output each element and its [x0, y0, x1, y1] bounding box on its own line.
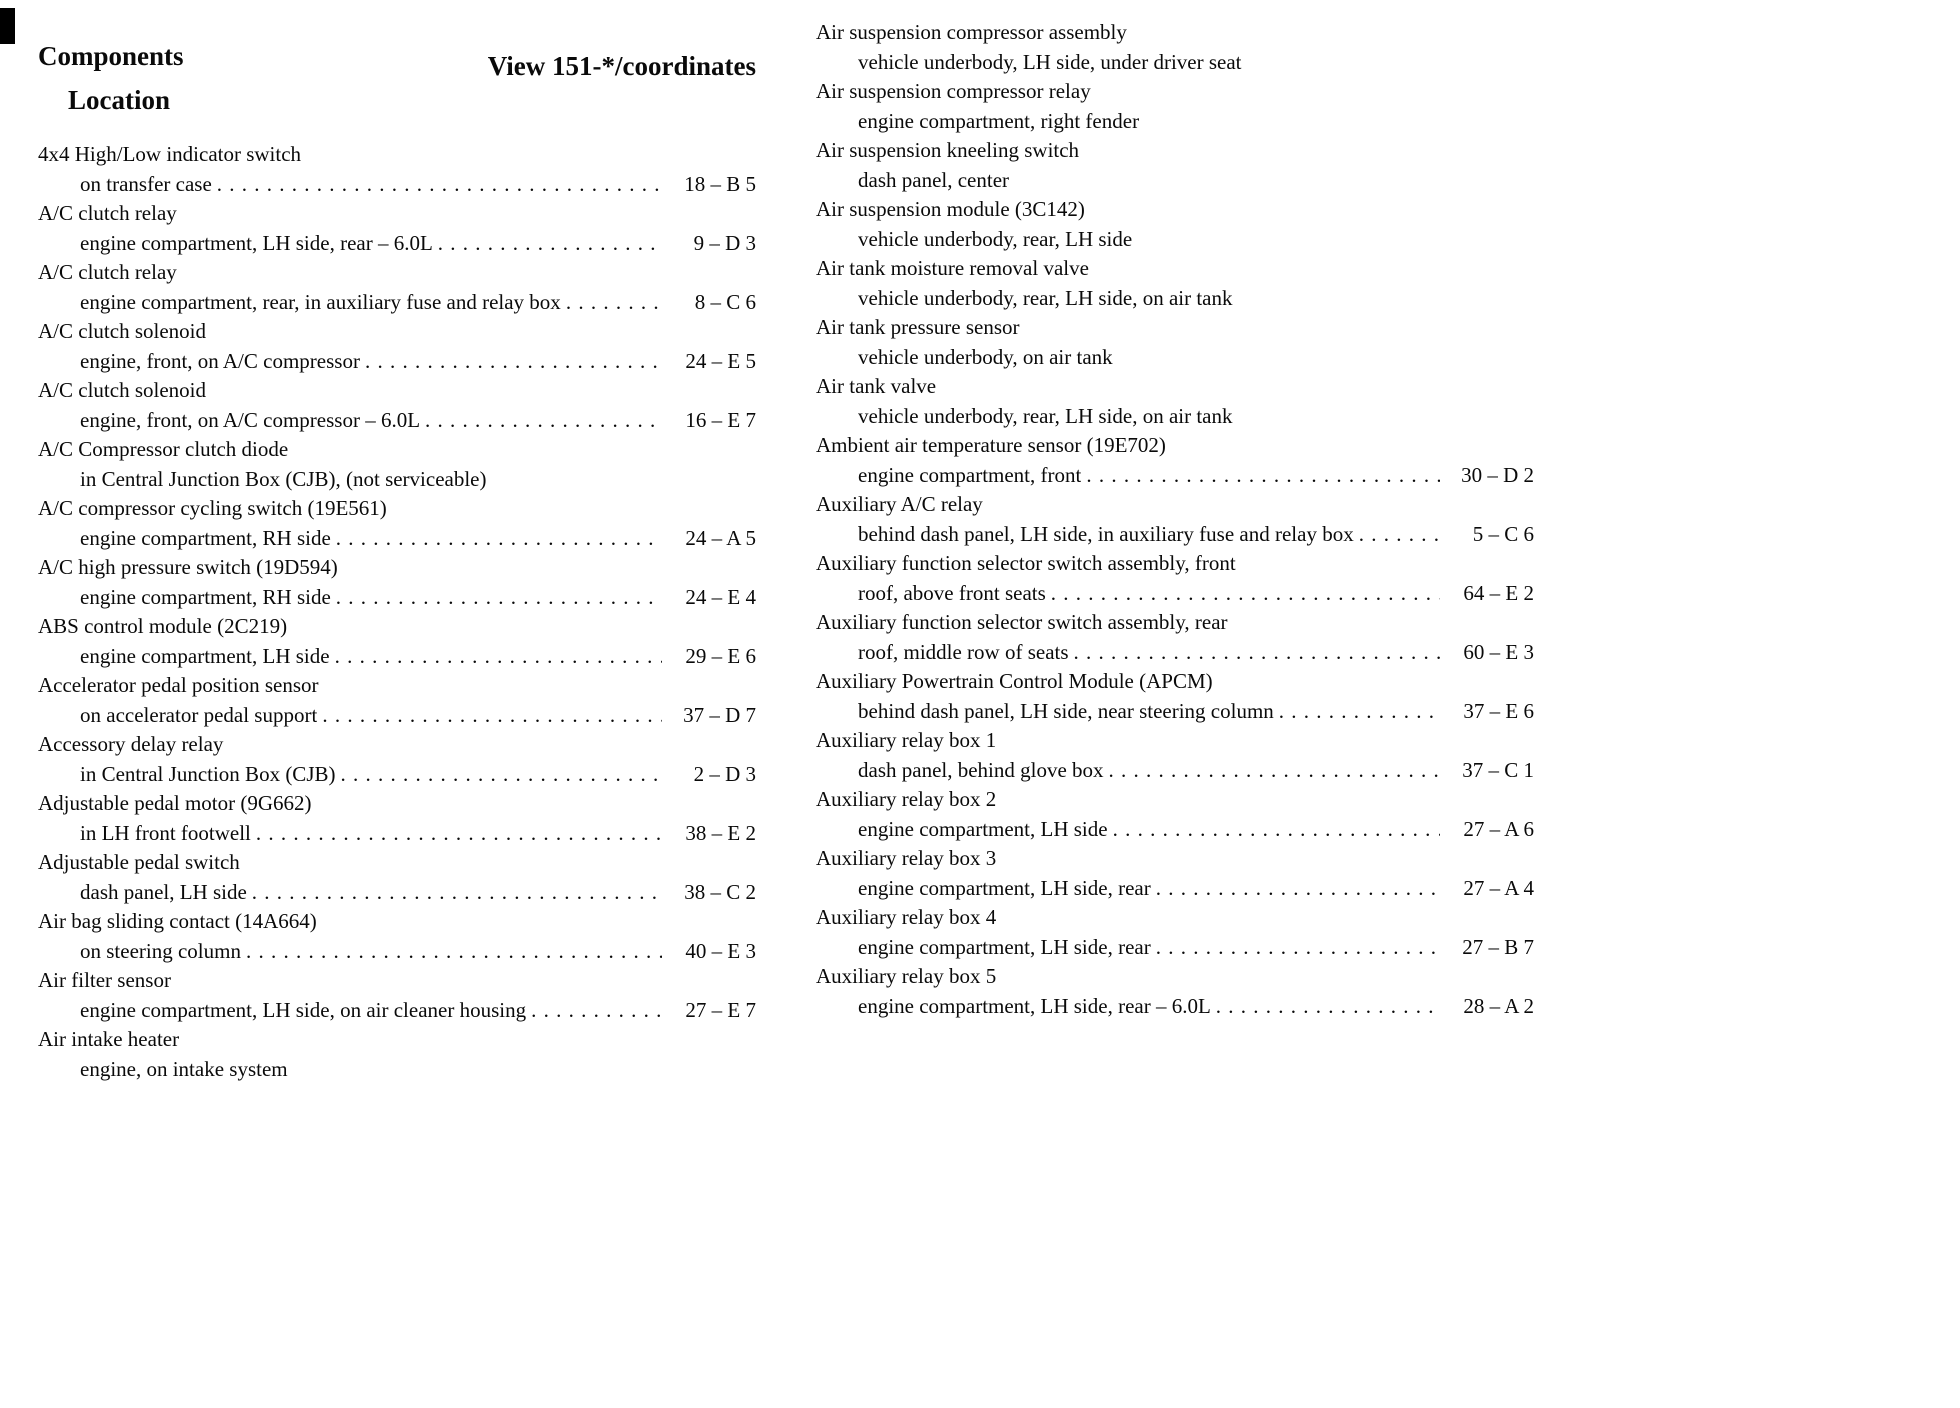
dot-leader [336, 760, 663, 790]
view-coordinates-heading: View 151-*/coordinates [487, 51, 756, 81]
coordinate-value: 37 – C 1 [1462, 757, 1534, 782]
page-header [38, 40, 756, 116]
component-location-row [816, 874, 1534, 904]
component-name: A/C Compressor clutch diode [38, 437, 289, 461]
component-name: Auxiliary relay box 3 [816, 846, 997, 870]
component-location: engine compartment, right fender [858, 108, 1140, 133]
coordinate-value: 27 – A 6 [1463, 816, 1534, 841]
component-entry [38, 258, 756, 317]
two-column-layout [38, 18, 1930, 1084]
dot-leader [420, 406, 662, 436]
component-name: Accelerator pedal position sensor [38, 673, 319, 697]
component-location: in Central Junction Box (CJB), (not serviceable) [80, 466, 487, 491]
component-location-row [816, 284, 1534, 314]
component-name: Auxiliary relay box 4 [816, 905, 997, 929]
dot-leader [1211, 992, 1440, 1022]
component-location: engine compartment, LH side, rear [858, 934, 1151, 959]
component-location: behind dash panel, LH side, near steering column [858, 698, 1274, 723]
component-location-row [816, 638, 1534, 668]
component-name: A/C clutch relay [38, 201, 177, 225]
component-location-row [816, 697, 1534, 727]
component-location: vehicle underbody, rear, LH side, on air tank [858, 403, 1233, 428]
component-location-row [38, 229, 756, 259]
component-name: Air filter sensor [38, 968, 171, 992]
dot-leader [1108, 815, 1440, 845]
coordinate-value: 30 – D 2 [1461, 462, 1534, 487]
component-location-row [38, 347, 756, 377]
component-location-row [816, 815, 1534, 845]
component-name: Air suspension compressor assembly [816, 20, 1127, 44]
component-location: vehicle underbody, rear, LH side [858, 226, 1133, 251]
component-entry [816, 903, 1534, 962]
component-entry [38, 907, 756, 966]
component-location-row [38, 583, 756, 613]
component-location-row [38, 819, 756, 849]
coordinate-value: 9 – D 3 [693, 230, 756, 255]
component-entry [816, 549, 1534, 608]
component-location: behind dash panel, LH side, in auxiliary fuse and relay box [858, 521, 1354, 546]
component-name: Air suspension compressor relay [816, 79, 1091, 103]
component-name: Air suspension module (3C142) [816, 197, 1085, 221]
coordinate-value: 2 – D 3 [693, 761, 756, 786]
component-entry [816, 431, 1534, 490]
component-name: A/C clutch solenoid [38, 319, 206, 343]
component-entry [38, 553, 756, 612]
component-location-row [38, 1055, 756, 1085]
coordinate-value: 16 – E 7 [685, 407, 756, 432]
component-location: engine compartment, LH side, on air cleaner housing [80, 997, 527, 1022]
component-entry [38, 1025, 756, 1084]
component-location-row [816, 48, 1534, 78]
component-location: in LH front footwell [80, 820, 251, 845]
component-location-row [816, 933, 1534, 963]
coordinate-value: 27 – E 7 [685, 997, 756, 1022]
dot-leader [331, 583, 662, 613]
dot-leader [1151, 933, 1440, 963]
component-entry [816, 785, 1534, 844]
component-location-row [816, 402, 1534, 432]
component-name: Adjustable pedal motor (9G662) [38, 791, 312, 815]
dot-leader [526, 996, 662, 1026]
component-entry [38, 317, 756, 376]
component-location: engine, front, on A/C compressor – 6.0L [80, 407, 421, 432]
component-location: engine compartment, front [858, 462, 1082, 487]
component-location: dash panel, LH side [80, 879, 247, 904]
dot-leader [1069, 638, 1440, 668]
coordinate-value: 27 – A 4 [1463, 875, 1534, 900]
component-name: Air suspension kneeling switch [816, 138, 1080, 162]
left-column-entries [38, 140, 756, 1084]
component-name: Air intake heater [38, 1027, 180, 1051]
dot-leader [1046, 579, 1440, 609]
component-location: roof, above front seats [858, 580, 1046, 605]
coordinate-value: 24 – E 5 [685, 348, 756, 373]
location-heading: Location [68, 85, 171, 115]
coordinate-value: 37 – D 7 [683, 702, 756, 727]
component-name: A/C clutch relay [38, 260, 177, 284]
component-entry [816, 844, 1534, 903]
dot-leader [1104, 756, 1440, 786]
dot-leader [330, 642, 662, 672]
component-location-row [38, 465, 756, 495]
component-location: roof, middle row of seats [858, 639, 1069, 664]
scan-artifact-mark [0, 8, 15, 44]
component-location-row [38, 170, 756, 200]
dot-leader [331, 524, 662, 554]
component-entry [38, 730, 756, 789]
component-location-row [38, 288, 756, 318]
component-entry [38, 671, 756, 730]
component-entry [38, 789, 756, 848]
component-name: A/C compressor cycling switch (19E561) [38, 496, 387, 520]
dot-leader [1274, 697, 1440, 727]
dot-leader [1081, 461, 1440, 491]
component-entry [816, 490, 1534, 549]
component-location: vehicle underbody, LH side, under driver seat [858, 49, 1242, 74]
component-location: engine compartment, LH side, rear – 6.0L [858, 993, 1211, 1018]
component-location: on steering column [80, 938, 241, 963]
component-location-row [38, 701, 756, 731]
component-name: Auxiliary relay box 1 [816, 728, 997, 752]
component-name: 4x4 High/Low indicator switch [38, 142, 302, 166]
left-column [38, 18, 756, 1084]
component-name: Auxiliary function selector switch assembly, front [816, 551, 1236, 575]
component-location-row [816, 107, 1534, 137]
coordinate-value: 24 – E 4 [685, 584, 756, 609]
component-location: engine compartment, RH side [80, 525, 331, 550]
component-location-row [816, 343, 1534, 373]
component-location: on accelerator pedal support [80, 702, 318, 727]
coordinate-value: 29 – E 6 [685, 643, 756, 668]
component-location-row [816, 461, 1534, 491]
dot-leader [1151, 874, 1440, 904]
component-location-row [38, 937, 756, 967]
component-location: engine, front, on A/C compressor [80, 348, 360, 373]
component-entry [816, 726, 1534, 785]
component-location: on transfer case [80, 171, 212, 196]
right-column-entries [816, 18, 1534, 1021]
dot-leader [1354, 520, 1440, 550]
component-entry [38, 966, 756, 1025]
component-entry [816, 18, 1534, 77]
coordinate-value: 24 – A 5 [685, 525, 756, 550]
coordinate-value: 38 – E 2 [685, 820, 756, 845]
component-location-row [38, 524, 756, 554]
components-location-heading [38, 40, 184, 116]
coordinate-value: 64 – E 2 [1463, 580, 1534, 605]
component-location: vehicle underbody, on air tank [858, 344, 1113, 369]
component-name: ABS control module (2C219) [38, 614, 288, 638]
coordinate-value: 60 – E 3 [1463, 639, 1534, 664]
component-name: Auxiliary Powertrain Control Module (APCM) [816, 669, 1213, 693]
component-entry [38, 376, 756, 435]
component-location-row [816, 992, 1534, 1022]
coordinate-value: 28 – A 2 [1463, 993, 1534, 1018]
coordinate-value: 5 – C 6 [1472, 521, 1534, 546]
component-location-row [38, 642, 756, 672]
component-name: A/C clutch solenoid [38, 378, 206, 402]
component-entry [38, 199, 756, 258]
component-entry [816, 77, 1534, 136]
component-entry [816, 667, 1534, 726]
component-entry [38, 494, 756, 553]
component-location: engine compartment, LH side [80, 643, 330, 668]
component-entry [816, 195, 1534, 254]
component-entry [816, 313, 1534, 372]
component-name: Accessory delay relay [38, 732, 224, 756]
component-entry [38, 140, 756, 199]
component-location-row [816, 225, 1534, 255]
component-location: engine compartment, RH side [80, 584, 331, 609]
component-location: engine compartment, LH side, rear – 6.0L [80, 230, 433, 255]
dot-leader [433, 229, 662, 259]
dot-leader [251, 819, 662, 849]
component-name: Auxiliary function selector switch assembly, rear [816, 610, 1228, 634]
component-name: Air tank pressure sensor [816, 315, 1020, 339]
component-location-row [816, 579, 1534, 609]
component-name: Air bag sliding contact (14A664) [38, 909, 317, 933]
component-name: Auxiliary relay box 5 [816, 964, 997, 988]
component-location: engine compartment, LH side, rear [858, 875, 1151, 900]
component-location: engine, on intake system [80, 1056, 288, 1081]
component-entry [38, 612, 756, 671]
component-name: Air tank moisture removal valve [816, 256, 1089, 280]
dot-leader [360, 347, 662, 377]
component-name: A/C high pressure switch (19D594) [38, 555, 338, 579]
component-location-row [38, 878, 756, 908]
component-location: dash panel, center [858, 167, 1010, 192]
component-entry [816, 136, 1534, 195]
component-entry [816, 254, 1534, 313]
component-name: Air tank valve [816, 374, 937, 398]
component-location: vehicle underbody, rear, LH side, on air tank [858, 285, 1233, 310]
component-name: Auxiliary A/C relay [816, 492, 983, 516]
component-location-row [38, 406, 756, 436]
dot-leader [241, 937, 662, 967]
component-entry [816, 608, 1534, 667]
dot-leader [212, 170, 662, 200]
components-heading: Components [38, 41, 184, 71]
coordinate-value: 18 – B 5 [684, 171, 756, 196]
component-name: Ambient air temperature sensor (19E702) [816, 433, 1166, 457]
component-location-row [38, 996, 756, 1026]
dot-leader [247, 878, 662, 908]
right-column [816, 18, 1534, 1021]
dot-leader [561, 288, 662, 318]
component-location: dash panel, behind glove box [858, 757, 1104, 782]
component-location: engine compartment, rear, in auxiliary fuse and relay box [80, 289, 561, 314]
component-name: Auxiliary relay box 2 [816, 787, 997, 811]
component-entry [38, 848, 756, 907]
component-location-row [38, 760, 756, 790]
coordinate-value: 38 – C 2 [684, 879, 756, 904]
coordinate-value: 8 – C 6 [694, 289, 756, 314]
coordinate-value: 37 – E 6 [1463, 698, 1534, 723]
component-location: engine compartment, LH side [858, 816, 1108, 841]
dot-leader [317, 701, 662, 731]
component-entry [38, 435, 756, 494]
coordinate-value: 27 – B 7 [1462, 934, 1534, 959]
component-location-row [816, 166, 1534, 196]
coordinate-value: 40 – E 3 [685, 938, 756, 963]
component-location-row [816, 756, 1534, 786]
component-name: Adjustable pedal switch [38, 850, 240, 874]
component-location-row [816, 520, 1534, 550]
component-entry [816, 962, 1534, 1021]
component-entry [816, 372, 1534, 431]
component-location: in Central Junction Box (CJB) [80, 761, 336, 786]
